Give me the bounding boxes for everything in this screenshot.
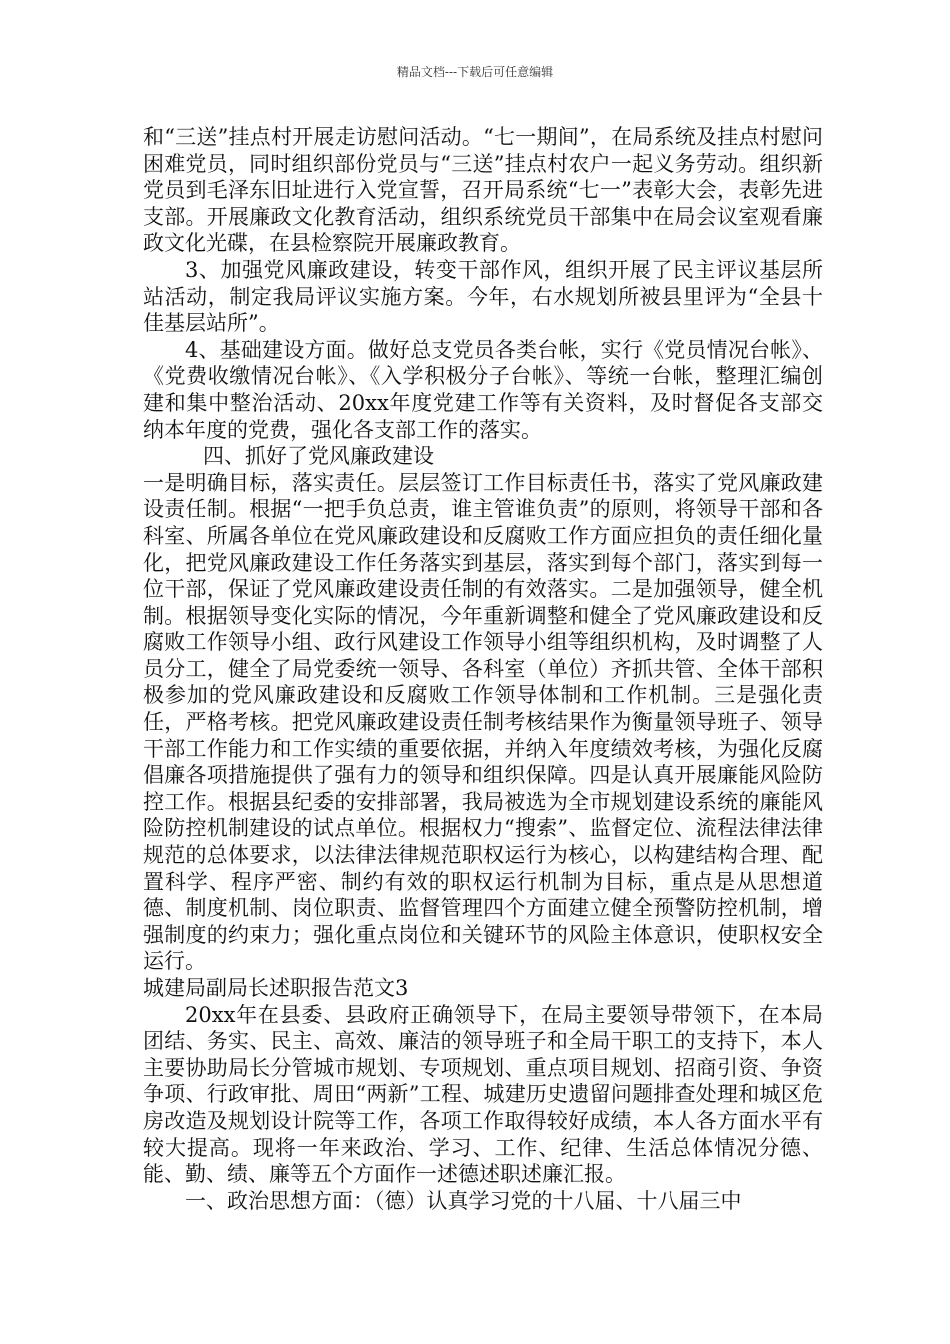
paragraph-infrastructure: 4、基础建设方面。做好总支党员各类台帐，实行《党员情况台帐》、《党费收缴情况台帐》、《入学积极分子台帐》、等统一台帐，整理汇编创建和集中整治活动、20xx年度党建工作等有关资料，及时督促各支部交纳本年度的党费，强化各支部工作的落实。: [143, 337, 823, 442]
report-title: 城建局副局长述职报告范文3: [143, 976, 409, 1000]
document-body: [143, 124, 823, 1214]
paragraph-clean-government-details: 一是明确目标，落实责任。层层签订工作目标责任书，落实了党风廉政建设责任制。根据“一把手负总责，谁主管谁负责”的原则，将领导干部和各科室、所属各单位在党风廉政建设和反腐败工作方面应担负的责任细化量化，把党风廉政建设工作任务落实到基层，落实到每个部门，落实到每一位干部，保证了党风廉政建设责任制的有效落实。二是加强领导，健全机制。根据领导变化实际的情况，今年重新调整和健全了党风廉政建设和反腐败工作领导小组、政行风建设工作领导小组等组织机构，及时调整了人员分工，健全了局党委统一领导、各科室（单位）齐抓共管、全体干部积极参加的党风廉政建设和反腐败工作领导体制和工作机制。三是强化责任，严格考核。把党风廉政建设责任制考核结果作为衡量领导班子、领导干部工作能力和工作实绩的重要依据，并纳入年度绩效考核，为强化反腐倡廉各项措施提供了强有力的领导和组织保障。四是认真开展廉能风险防控工作。根据县纪委的安排部署，我局被选为全市规划建设系统的廉能风险防控机制建设的试点单位。根据权力“搜索”、监督定位、流程法律法律规范的总体要求，以法律法律规范职权运行为核心，以构建结构合理、配置科学、程序严密、制约有效的职权运行机制为目标，重点是从思想道德、制度机制、岗位职责、监督管理四个方面建立健全预警防控机制，增强制度的约束力；强化重点岗位和关键环节的风险主体意识，使职权安全运行。: [143, 470, 823, 974]
paragraph-report-intro: 20xx年在县委、县政府正确领导下，在局主要领导带领下，在本局团结、务实、民主、高效、廉洁的领导班子和全局干职工的支持下，本人主要协助局长分管城市规划、专项规划、重点项目规划、招商引资、争资争项、行政审批、周田“两新”工程、城建历史遗留问题排查处理和城区危房改造及规划设计院等工作，各项工作取得较好成绩，本人各方面水平有较大提高。现将一年来政治、学习、工作、纪律、生活总体情况分德、能、勤、绩、廉等五个方面作一述德述职述廉汇报。: [143, 1002, 823, 1187]
paragraph-party-conduct: 3、加强党风廉政建设，转变干部作风，组织开展了民主评议基层所站活动，制定我局评议实施方案。今年，右水规划所被县里评为“全县十佳基层站所”。: [143, 257, 823, 336]
page-header: 精品文档---下载后可任意编辑: [396, 65, 554, 79]
paragraph-party-activities: 和“三送”挂点村开展走访慰问活动。“七一期间”，在局系统及挂点村慰问困难党员，同时组织部份党员与“三送”挂点村农户一起义务劳动。组织新党员到毛泽东旧址进行入党宣誓，召开局系统“七一”表彰大会，表彰先进支部。开展廉政文化教育活动，组织系统党员干部集中在局会议室观看廉政文化光碟，在县检察院开展廉政教育。: [143, 125, 823, 256]
paragraph-political-thought: 一、政治思想方面：（德）认真学习党的十八届、十八届三中: [185, 1188, 742, 1213]
section-heading-clean-government: 四、抓好了党风廉政建设: [203, 444, 434, 469]
